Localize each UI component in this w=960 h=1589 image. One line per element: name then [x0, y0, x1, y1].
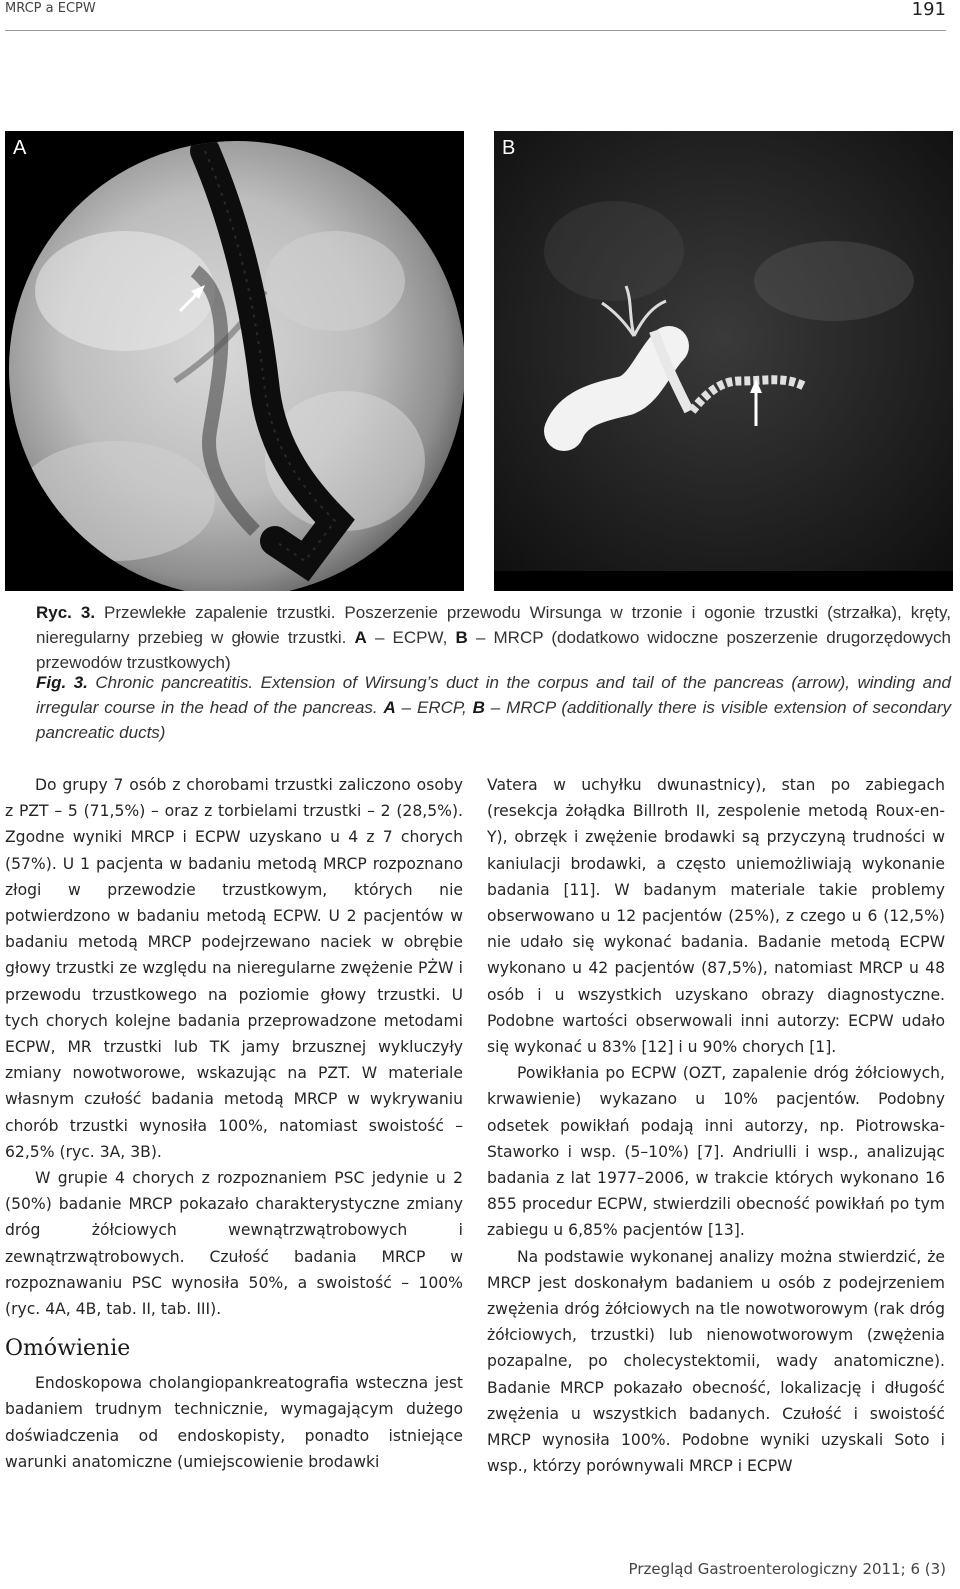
running-head-title: MRCP a ECPW	[5, 1, 96, 16]
paragraph: Powikłania po ECPW (OZT, zapalenie dróg żółciowych, krwawienie) wykazano u 10% pacjentów. Podobny odsetek powikłań podają inni autorzy, np. Piotrowska-Staworko i wsp. (5–10%) [7]. Andriulli i wsp., analizując badania z lat 1977–2006, w trakcie których wykonano 16 855 procedur ECPW, stwierdzili obecność powikłań po tym zabiegu u 6,85% pacjentów [13].	[487, 1064, 945, 1240]
paragraph: W grupie 4 chorych z rozpoznaniem PSC jedynie u 2 (50%) badanie MRCP pokazało charakterystyczne zmiany dróg żółciowych wewnątrzwątrobowych i zewnątrzwątrobowych. Czułość badania MRCP w rozpoznawaniu PSC wynosiła 50%, a swoistość – 100% (ryc. 4A, 4B, tab. II, tab. III).	[5, 1169, 463, 1319]
caption-label-en: Fig. 3.	[36, 673, 88, 692]
running-head	[5, 0, 946, 31]
figure-caption-english: Fig. 3. Chronic pancreatitis. Extension of Wirsung’s duct in the corpus and tail of the pancreas (arrow), winding and irregular course in the head of the pancreas. A – ERCP, B – MRCP (additionally there is visible extension of secondary pancreatic ducts)	[36, 673, 951, 742]
paragraph: Do grupy 7 osób z chorobami trzustki zaliczono osoby z PZT – 5 (71,5%) – oraz z torbielami trzustki – 2 (28,5%). Zgodne wyniki MRCP i ECPW uzyskano u 4 z 7 chorych (57%). U 1 pacjenta w badaniu metodą MRCP rozpoznano złogi w przewodzie trzustkowym, których nie potwierdzono w badaniu metodą ECPW. U 2 pacjentów w badaniu metodą MRCP podejrzewano naciek w obrębie głowy trzustki ze względu na nieregularne zwężenie PŻW i przewodu trzustkowego na poziomie głowy trzustki. U tych chorych kolejne badania przeprowadzone metodami ECPW, MR trzustki lub TK jamy brzusznej wykluczyły zmiany nowotworowe, wskazując na PZT. W materiale własnym czułość badania metodą MRCP w wykrywaniu chorób trzustki wynosiła 100%, natomiast swoistość – 62,5% (ryc. 3A, 3B).	[5, 776, 463, 1161]
paragraph: Vatera w uchyłku dwunastnicy), stan po zabiegach (resekcja żołądka Billroth II, zespolenie metodą Roux-en-Y), obrzęk i zwężenie brodawki są przyczyną trudności w kaniulacji brodawki, a często uniemożliwiają wykonanie badania [11]. W badanym materiale takie problemy obserwowano u 12 pacjentów (25%), z czego u 6 (12,5%) nie udało się wykonać badania. Badanie metodą ECPW wykonano u 42 pacjentów (87,5%), natomiast MRCP u 48 osób i u wszystkich uzyskano obrazy diagnostyczne. Podobne wartości obserwowali inni autorzy: ECPW udało się wykonać u 83% [12] i u 90% chorych [1].	[487, 776, 945, 1057]
paragraph: Na podstawie wykonanej analizy można stwierdzić, że MRCP jest doskonałym badaniem u osób z podejrzeniem zwężenia dróg żółciowych na tle nowotworowym (rak dróg żółciowych, trzustki) lub nienowotworowym (zwężenia pozapalne, po cholecystektomii, wady anatomiczne). Badanie MRCP pokazało obecność, lokalizację i długość zwężenia u wszystkich badanych. Czułość i swoistość MRCP wynosiła 100%. Podobne wyniki uzyskali Soto i wsp., którzy porównywali MRCP i ECPW	[487, 1247, 945, 1476]
left-column	[5, 772, 463, 1475]
journal-footer: Przegląd Gastroenterologiczny 2011; 6 (3)	[628, 1560, 946, 1578]
mrcp-image	[494, 131, 953, 591]
section-heading: Omówienie	[5, 1336, 131, 1362]
panel-a-label: A	[13, 137, 27, 159]
page-number: 191	[911, 0, 946, 20]
ercp-image	[5, 131, 464, 591]
caption-label: Ryc. 3.	[36, 603, 96, 622]
paragraph: Endoskopowa cholangiopankreatografia wsteczna jest badaniem trudnym technicznie, wymagającym dużego doświadczenia od endoskopisty, ponadto istniejące warunki anatomiczne (umiejscowienie brodawki	[5, 1374, 463, 1471]
panel-b-label: B	[502, 137, 516, 159]
figure-panel-b	[494, 131, 953, 591]
figure-caption-polish: Ryc. 3. Przewlekłe zapalenie trzustki. Poszerzenie przewodu Wirsunga w trzonie i ogonie trzustki (strzałka), kręty, nieregularny przebieg w głowie trzustki. A – ECPW, B – MRCP (dodatkowo widoczne poszerzenie drugorzędowych przewodów trzustkowych)	[36, 603, 951, 672]
figure-panel-a	[5, 131, 464, 591]
right-column	[487, 772, 945, 1479]
